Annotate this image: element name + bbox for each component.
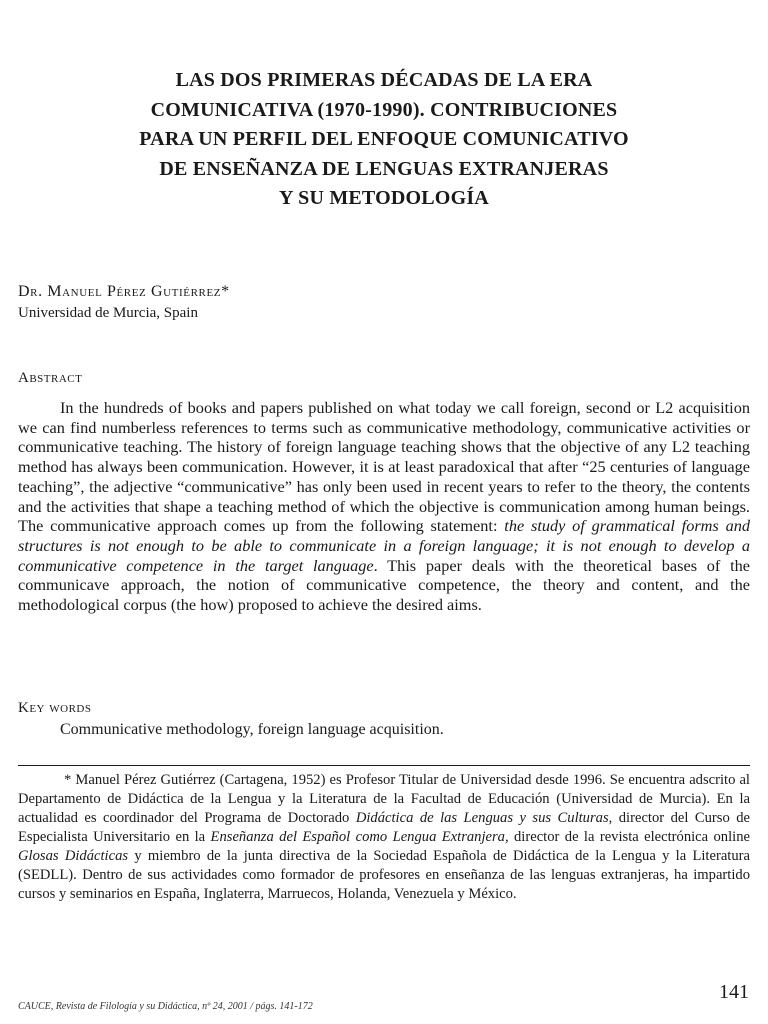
- title-line-4: DE ENSEÑANZA DE LENGUAS EXTRANJERAS: [159, 157, 609, 180]
- abstract-italic-statement: the study of grammatical forms and structures is not enough to be able to communicate in a foreign language; it is not enough to develop a communicative competence in the target language: [18, 516, 751, 575]
- footnote-part-1: * Manuel Pérez Gutiérrez (Cartagena, 1952) es Profesor Titular de Universidad desde 1996. Se encuentra adscrito al Departamento de Didáctica de la Lengua y la Literatura de la Facultad de Educación (Universidad de Murcia). En la actualidad es coordinador del Programa de Doctorado: [18, 772, 750, 826]
- title-line-2: COMUNICATIVA (1970-1990). CONTRIBUCIONES: [150, 98, 618, 121]
- abstract-part-1: In the hundreds of books and papers published on what today we call foreign, second or L2 acquisition we can find numberless references to terms such as communicative methodology, communicative activities or communicative teaching. The history of foreign language teaching shows that the objective of any L2 teaching method has always been communication. However, it is at least paradoxical that after “25 centuries of language teaching”, the adjective “communicative” has only been used in recent years to refer to the theory, the contents and the activities that shape a teaching method of which the objective is communication among human beings. The communicative approach comes up from the following statement:: [18, 398, 750, 536]
- footnote-part-3: director de la revista electrónica online: [508, 829, 750, 845]
- author-footnote: [18, 771, 750, 904]
- page-number: 141: [719, 981, 749, 1003]
- footnote-italic-3: Glosas Didácticas: [18, 848, 129, 864]
- title-line-5: Y SU METODOLOGÍA: [279, 187, 489, 209]
- footnote-part-2: , director del Curso de Especialista Universitario en la: [18, 810, 750, 845]
- title-line-3: PARA UN PERFIL DEL ENFOQUE COMUNICATIVO: [139, 128, 629, 150]
- keywords-text: Communicative methodology, foreign language acquisition.: [60, 721, 444, 738]
- abstract-heading: Abstract: [18, 370, 83, 386]
- footnote-divider: [18, 765, 750, 766]
- paper-title: [40, 66, 728, 214]
- author-name: Dr. Manuel Pérez Gutiérrez*: [18, 283, 230, 300]
- footnote-part-4: y miembro de la junta directiva de la Sociedad Española de Didáctica de la Lengua y la Literatura (SEDLL). Dentro de sus actividades como formador de profesores en enseñanza de las lenguas extranjeras, ha impartido cursos y seminarios en España, Inglaterra, Marruecos, Holanda, Venezuela y México.: [18, 848, 750, 902]
- footnote-italic-1: Didáctica de las Lenguas y sus Culturas: [355, 810, 609, 826]
- footnote-italic-2: Enseñanza del Español como Lengua Extranjera,: [210, 829, 509, 845]
- abstract-text: [18, 398, 750, 615]
- journal-citation: CAUCE, Revista de Filología y su Didáctica, nº 24, 2001 / págs. 141-172: [18, 1001, 313, 1012]
- abstract-part-2: . This paper deals with the theoretical bases of the communicave approach, the notion of communicative competence, the theory and content, and the methodological corpus (the how) proposed to achieve the desired aims.: [18, 555, 750, 615]
- title-line-1: LAS DOS PRIMERAS DÉCADAS DE LA ERA: [175, 69, 593, 91]
- keywords-heading: Key words: [18, 700, 92, 716]
- author-affiliation: Universidad de Murcia, Spain: [18, 305, 198, 321]
